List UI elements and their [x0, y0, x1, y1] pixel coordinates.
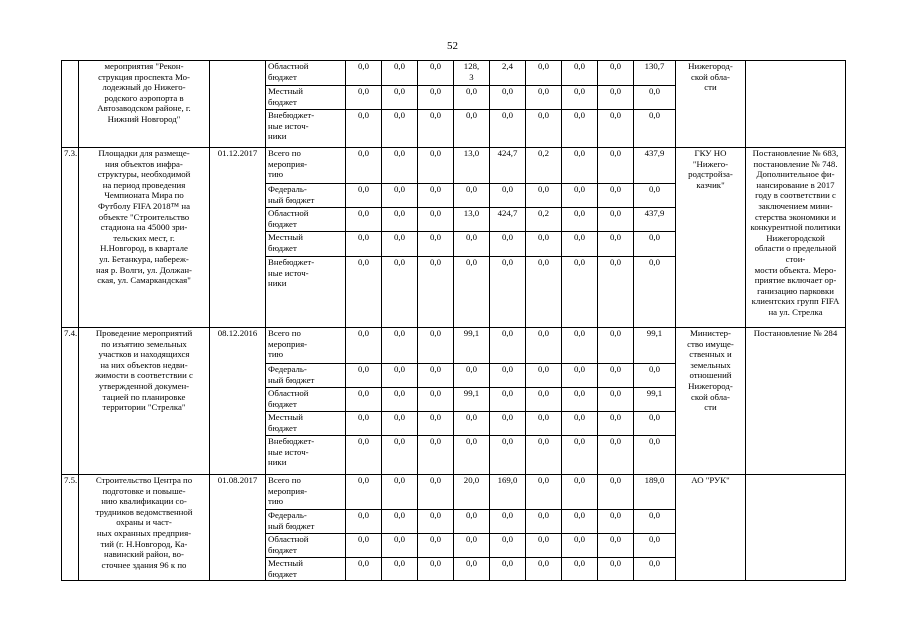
amount-cell: 0,0: [598, 184, 634, 208]
amount-cell: 0,0: [382, 61, 418, 86]
amount-cell: 0,0: [562, 148, 598, 184]
amount-cell: 0,0: [346, 110, 382, 148]
funding-source: Всего по мероприя- тию: [266, 328, 346, 364]
amount-cell: 2,4: [490, 61, 526, 86]
amount-cell: 0,0: [454, 110, 490, 148]
amount-cell: 0,0: [562, 436, 598, 475]
amount-cell: 0,0: [598, 475, 634, 510]
amount-cell: 424,7: [490, 208, 526, 232]
amount-cell: 0,0: [562, 184, 598, 208]
amount-cell: 0,0: [346, 86, 382, 110]
amount-cell: 0,0: [418, 232, 454, 257]
amount-cell: 0,0: [382, 436, 418, 475]
amount-cell: 0,0: [526, 558, 562, 581]
amount-cell: 0,0: [418, 184, 454, 208]
amount-cell: 0,0: [382, 510, 418, 534]
table-row: [62, 328, 846, 364]
amount-cell: 0,0: [562, 86, 598, 110]
amount-cell: 0,0: [418, 86, 454, 110]
item-date: [210, 61, 266, 148]
amount-cell: 169,0: [490, 475, 526, 510]
amount-cell: 0,0: [562, 475, 598, 510]
amount-cell: 0,0: [418, 558, 454, 581]
amount-cell: 0,0: [346, 208, 382, 232]
amount-cell: 0,0: [382, 184, 418, 208]
amount-cell: 0,0: [526, 388, 562, 412]
amount-cell: 0,0: [454, 364, 490, 388]
amount-cell: 0,0: [382, 232, 418, 257]
amount-cell: 0,0: [526, 232, 562, 257]
amount-cell: 437,9: [634, 148, 676, 184]
amount-cell: 0,0: [634, 110, 676, 148]
amount-cell: 0,0: [634, 257, 676, 328]
funding-source: Местный бюджет: [266, 232, 346, 257]
amount-cell: 0,0: [598, 328, 634, 364]
amount-cell: 0,0: [634, 86, 676, 110]
amount-cell: 13,0: [454, 208, 490, 232]
amount-cell: 0,0: [598, 510, 634, 534]
funding-source: Внебюджет- ные источ- ники: [266, 110, 346, 148]
funding-source: Федераль- ный бюджет: [266, 364, 346, 388]
amount-cell: 0,0: [346, 148, 382, 184]
funding-source: Областной бюджет: [266, 388, 346, 412]
amount-cell: 0,0: [490, 232, 526, 257]
amount-cell: 0,0: [562, 388, 598, 412]
amount-cell: 0,0: [526, 534, 562, 558]
amount-cell: 0,0: [490, 412, 526, 436]
amount-cell: 0,0: [346, 232, 382, 257]
amount-cell: 0,0: [454, 412, 490, 436]
amount-cell: 0,0: [634, 558, 676, 581]
amount-cell: 0,0: [346, 364, 382, 388]
funding-source: Областной бюджет: [266, 208, 346, 232]
amount-cell: 0,0: [598, 208, 634, 232]
amount-cell: 0,0: [346, 436, 382, 475]
amount-cell: 0,0: [598, 364, 634, 388]
amount-cell: 0,0: [634, 534, 676, 558]
amount-cell: 0,0: [562, 412, 598, 436]
amount-cell: 0,0: [454, 257, 490, 328]
amount-cell: 0,0: [382, 148, 418, 184]
amount-cell: 0,0: [382, 86, 418, 110]
amount-cell: 0,0: [454, 86, 490, 110]
amount-cell: 0,0: [598, 436, 634, 475]
amount-cell: 0,0: [346, 257, 382, 328]
table-row: [62, 61, 846, 86]
amount-cell: 0,0: [598, 558, 634, 581]
amount-cell: 0,0: [346, 328, 382, 364]
amount-cell: 0,0: [346, 510, 382, 534]
amount-cell: 0,0: [598, 412, 634, 436]
amount-cell: 99,1: [454, 328, 490, 364]
amount-cell: 0,0: [382, 208, 418, 232]
amount-cell: 0,0: [562, 110, 598, 148]
amount-cell: 0,0: [418, 208, 454, 232]
amount-cell: 0,0: [418, 257, 454, 328]
item-date: 08.12.2016: [210, 328, 266, 475]
amount-cell: 0,0: [490, 328, 526, 364]
funding-source: Федераль- ный бюджет: [266, 184, 346, 208]
item-number: [62, 61, 79, 148]
amount-cell: 0,0: [346, 534, 382, 558]
amount-cell: 0,0: [634, 510, 676, 534]
amount-cell: 0,0: [634, 412, 676, 436]
amount-cell: 0,0: [346, 61, 382, 86]
amount-cell: 0,0: [598, 110, 634, 148]
item-description: Проведение мероприятий по изъятию земельных участков и находящихся на них объектов недви- жимости в соответствии с утвержденной докумен- тацией по планировке территории "Стрелка": [79, 328, 210, 475]
amount-cell: 0,0: [526, 110, 562, 148]
amount-cell: 0,0: [382, 534, 418, 558]
amount-cell: 0,0: [346, 388, 382, 412]
amount-cell: 0,0: [382, 475, 418, 510]
amount-cell: 0,0: [562, 232, 598, 257]
amount-cell: 0,0: [634, 436, 676, 475]
amount-cell: 0,0: [490, 86, 526, 110]
amount-cell: 0,0: [454, 184, 490, 208]
amount-cell: 0,0: [490, 184, 526, 208]
amount-cell: 0,0: [346, 412, 382, 436]
amount-cell: 0,0: [562, 364, 598, 388]
funding-source: Местный бюджет: [266, 558, 346, 581]
amount-cell: 0,0: [490, 510, 526, 534]
amount-cell: 0,0: [598, 86, 634, 110]
page-number: 52: [447, 40, 458, 52]
item-executor: Министер- ство имуще- ственных и земельных отношений Нижегород- ской обла- сти: [676, 328, 746, 475]
amount-cell: 99,1: [454, 388, 490, 412]
amount-cell: 0,0: [634, 364, 676, 388]
amount-cell: 0,0: [346, 558, 382, 581]
amount-cell: 0,0: [526, 61, 562, 86]
amount-cell: 0,0: [490, 534, 526, 558]
amount-cell: 0,0: [418, 61, 454, 86]
item-number: 7.4.: [62, 328, 79, 475]
amount-cell: 0,0: [598, 534, 634, 558]
amount-cell: 0,0: [526, 412, 562, 436]
amount-cell: 0,0: [382, 257, 418, 328]
amount-cell: 0,0: [418, 534, 454, 558]
amount-cell: 0,0: [598, 257, 634, 328]
item-executor: Нижегород- ской обла- сти: [676, 61, 746, 148]
amount-cell: 0,0: [382, 110, 418, 148]
amount-cell: 13,0: [454, 148, 490, 184]
funding-source: Местный бюджет: [266, 412, 346, 436]
amount-cell: 0,0: [418, 110, 454, 148]
amount-cell: 0,0: [382, 328, 418, 364]
funding-source: Областной бюджет: [266, 534, 346, 558]
item-description: мероприятия "Рекон- струкция проспекта Мо- лодежный до Нижего- родского аэропорта в Автозаводском районе, г. Нижний Новгород": [79, 61, 210, 148]
amount-cell: 0,0: [346, 475, 382, 510]
amount-cell: 0,0: [598, 388, 634, 412]
amount-cell: 0,0: [490, 110, 526, 148]
table-row: [62, 148, 846, 184]
amount-cell: 0,0: [454, 510, 490, 534]
amount-cell: 0,0: [526, 86, 562, 110]
amount-cell: 0,0: [526, 510, 562, 534]
amount-cell: 0,0: [526, 328, 562, 364]
amount-cell: 0,0: [634, 184, 676, 208]
amount-cell: 0,0: [562, 510, 598, 534]
funding-source: Областной бюджет: [266, 61, 346, 86]
amount-cell: 0,0: [490, 558, 526, 581]
amount-cell: 130,7: [634, 61, 676, 86]
amount-cell: 0,0: [454, 436, 490, 475]
item-note: Постановление № 284: [746, 328, 846, 475]
amount-cell: 0,2: [526, 148, 562, 184]
item-note: [746, 475, 846, 581]
funding-source: Внебюджет- ные источ- ники: [266, 436, 346, 475]
amount-cell: 0,0: [418, 510, 454, 534]
amount-cell: 0,0: [490, 436, 526, 475]
amount-cell: 0,0: [526, 184, 562, 208]
amount-cell: 0,0: [598, 148, 634, 184]
amount-cell: 128, 3: [454, 61, 490, 86]
funding-source: Всего по мероприя- тию: [266, 148, 346, 184]
amount-cell: 0,0: [598, 232, 634, 257]
budget-table: [61, 60, 846, 581]
amount-cell: 0,0: [418, 436, 454, 475]
amount-cell: 0,0: [634, 232, 676, 257]
amount-cell: 0,0: [418, 148, 454, 184]
amount-cell: 0,0: [562, 208, 598, 232]
amount-cell: 0,0: [526, 364, 562, 388]
amount-cell: 0,0: [346, 184, 382, 208]
item-description: Строительство Центра по подготовке и повыше- нию квалификации со- трудников ведомственной охраны и част- ных охранных предприя- тий (г. Н.Новгород, Ка- навинский район, во- сточнее здания 96 к по: [79, 475, 210, 581]
amount-cell: 0,0: [490, 364, 526, 388]
amount-cell: 0,0: [454, 232, 490, 257]
amount-cell: 424,7: [490, 148, 526, 184]
amount-cell: 0,0: [490, 388, 526, 412]
amount-cell: 20,0: [454, 475, 490, 510]
item-executor: ГКУ НО "Нижего- родстройза- казчик": [676, 148, 746, 328]
item-number: 7.3.: [62, 148, 79, 328]
amount-cell: 0,0: [382, 412, 418, 436]
funding-source: Внебюджет- ные источ- ники: [266, 257, 346, 328]
amount-cell: 0,0: [418, 412, 454, 436]
amount-cell: 0,0: [418, 388, 454, 412]
amount-cell: 0,0: [490, 257, 526, 328]
amount-cell: 0,0: [418, 475, 454, 510]
item-number: 7.5.: [62, 475, 79, 581]
funding-source: Местный бюджет: [266, 86, 346, 110]
amount-cell: 0,0: [562, 328, 598, 364]
amount-cell: 99,1: [634, 328, 676, 364]
item-description: Площадки для размеще- ния объектов инфра- структуры, необходимой на период проведения Чемпионата Мира по Футболу FIFA 2018™ на объекте "Строительство стадиона на 45000 зри- тельских мест, г. Н.Новгород, в квартале ул. Бетанкура, набереж- ная р. Волги, ул. Должан- ская, ул. Самаркандская": [79, 148, 210, 328]
amount-cell: 0,0: [526, 475, 562, 510]
amount-cell: 0,0: [382, 558, 418, 581]
amount-cell: 0,0: [598, 61, 634, 86]
amount-cell: 0,0: [562, 257, 598, 328]
item-date: 01.08.2017: [210, 475, 266, 581]
amount-cell: 0,0: [562, 558, 598, 581]
amount-cell: 0,0: [382, 364, 418, 388]
amount-cell: 0,0: [454, 534, 490, 558]
item-note: Постановление № 683, постановление № 748. Дополнительное фи- нансирование в 2017 году в соответствии с заключением мини- стерства экономики и конкурентной политики Нижегородской области о предельной стои- мости объекта. Меро- приятие включает ор- ганизацию парковки клиентских групп FIFA на ул. Стрелка: [746, 148, 846, 328]
item-date: 01.12.2017: [210, 148, 266, 328]
amount-cell: 0,0: [562, 534, 598, 558]
table-row: [62, 475, 846, 510]
amount-cell: 189,0: [634, 475, 676, 510]
item-executor: АО "РУК": [676, 475, 746, 581]
amount-cell: 99,1: [634, 388, 676, 412]
amount-cell: 0,0: [526, 436, 562, 475]
funding-source: Федераль- ный бюджет: [266, 510, 346, 534]
amount-cell: 437,9: [634, 208, 676, 232]
item-note: [746, 61, 846, 148]
amount-cell: 0,0: [562, 61, 598, 86]
amount-cell: 0,0: [526, 257, 562, 328]
funding-source: Всего по мероприя- тию: [266, 475, 346, 510]
amount-cell: 0,0: [454, 558, 490, 581]
amount-cell: 0,0: [382, 388, 418, 412]
amount-cell: 0,0: [418, 364, 454, 388]
amount-cell: 0,2: [526, 208, 562, 232]
amount-cell: 0,0: [418, 328, 454, 364]
